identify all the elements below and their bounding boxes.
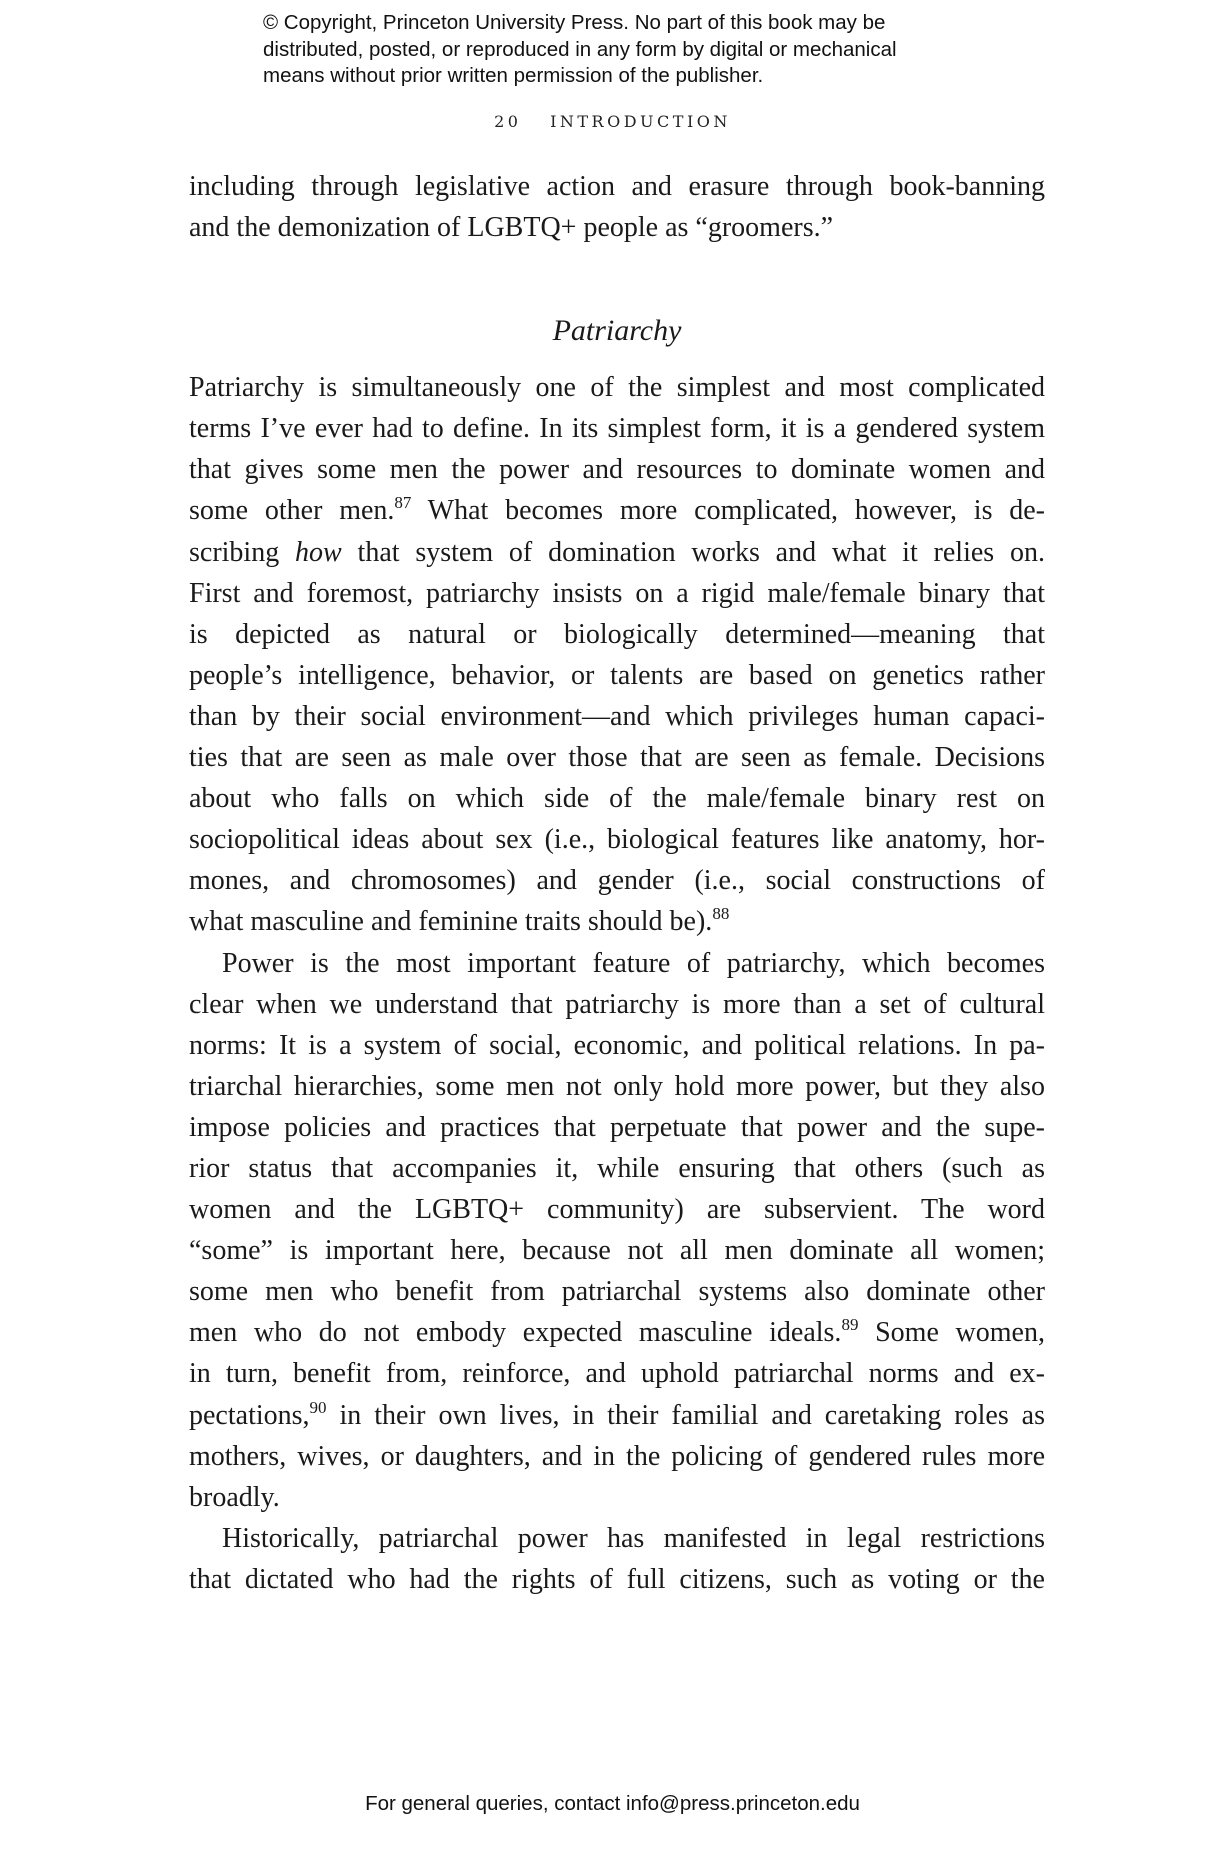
text-line: in turn, benefit from, reinforce, and uphold patriarchal norms and ex- [189, 1358, 1045, 1390]
text-line [189, 532, 1045, 573]
text-line: norms: It is a system of social, economic, and political relations. In pa- [189, 1029, 1045, 1061]
text-line: impose policies and practices that perpetuate that power and the supe- [189, 1111, 1045, 1143]
text-line: than by their social environment—and which privileges human capaci- [189, 700, 1045, 732]
text-line: sociopolitical ideas about sex (i.e., biological features like anatomy, hor- [189, 824, 1045, 856]
emphasis: how [295, 536, 342, 568]
text-line: First and foremost, patriarchy insists on a rigid male/female binary that [189, 577, 1045, 609]
footer-contact: For general queries, contact info@press.princeton.edu [365, 1792, 860, 1815]
text-fragment: that system of domination works and what it relies on. [341, 536, 1045, 568]
text-line: and the demonization of LGBTQ+ people as “groomers.” [189, 212, 834, 244]
text-line: rior status that accompanies it, while ensuring that others (such as [189, 1152, 1045, 1184]
text-line: “some” is important here, because not all men dominate all women; [189, 1235, 1045, 1267]
text-fragment: some other men. [189, 495, 395, 527]
body-text [189, 166, 1045, 1600]
text-line: about who falls on which side of the male/female binary rest on [189, 783, 1045, 815]
copyright-notice [263, 10, 1023, 90]
footnote-ref-90: 90 [309, 1397, 327, 1417]
text-line: women and the LGBTQ+ community) are subservient. The word [189, 1194, 1045, 1226]
text-line: is depicted as natural or biologically determined—meaning that [189, 618, 1045, 650]
text-fragment: pectations, [189, 1399, 310, 1431]
text-line [189, 490, 1045, 531]
text-line: Patriarchy is simultaneously one of the simplest and most complicated [189, 372, 1045, 404]
running-head-title: INTRODUCTION [550, 112, 731, 131]
text-fragment: What becomes more complicated, however, is de- [411, 495, 1046, 527]
footnote-ref-88: 88 [712, 904, 730, 924]
text-line: Historically, patriarchal power has manifested in legal restrictions [222, 1522, 1045, 1554]
text-fragment: men who do not embody expected masculine ideals. [189, 1317, 842, 1349]
text-fragment: in their own lives, in their familial and caretaking roles as [326, 1399, 1045, 1431]
text-line [189, 901, 1045, 942]
text-fragment: scribing [189, 536, 296, 568]
footnote-ref-89: 89 [841, 1315, 859, 1335]
paragraph [189, 367, 1045, 942]
text-line: mothers, wives, or daughters, and in the policing of gendered rules more [189, 1440, 1045, 1472]
text-fragment: what masculine and feminine traits should be). [189, 906, 713, 938]
text-line: broadly. [189, 1481, 280, 1513]
copyright-line: means without prior written permission of the publisher. [263, 64, 764, 87]
paragraph [189, 1518, 1045, 1600]
text-line: ties that are seen as male over those that are seen as female. Decisions [189, 742, 1045, 774]
text-line [189, 1395, 1045, 1436]
footnote-ref-87: 87 [394, 493, 412, 513]
section-heading: Patriarchy [552, 314, 682, 348]
opening-paragraph [189, 166, 1045, 248]
text-line: clear when we understand that patriarchy is more than a set of cultural [189, 988, 1045, 1020]
page-number: 20 [494, 112, 522, 131]
text-line: triarchal hierarchies, some men not only hold more power, but they also [189, 1070, 1045, 1102]
paragraph [189, 943, 1045, 1518]
text-line: including through legislative action and erasure through book-banning [189, 171, 1045, 202]
copyright-line: © Copyright, Princeton University Press. No part of this book may be [263, 11, 886, 34]
text-line: that gives some men the power and resources to dominate women and [189, 454, 1045, 486]
text-fragment: Some women, [858, 1317, 1045, 1349]
text-line: mones, and chromosomes) and gender (i.e., social constructions of [189, 865, 1045, 897]
text-line: some men who benefit from patriarchal systems also dominate other [189, 1276, 1045, 1308]
text-line: that dictated who had the rights of full citizens, such as voting or the [189, 1563, 1045, 1595]
text-line: terms I’ve ever had to define. In its simplest form, it is a gendered system [189, 413, 1045, 445]
text-line: people’s intelligence, behavior, or talents are based on genetics rather [189, 659, 1045, 691]
text-line [189, 1312, 1045, 1353]
running-head [0, 112, 1225, 131]
copyright-line: distributed, posted, or reproduced in any form by digital or mechanical [263, 37, 897, 61]
text-line: Power is the most important feature of patriarchy, which becomes [222, 947, 1045, 979]
